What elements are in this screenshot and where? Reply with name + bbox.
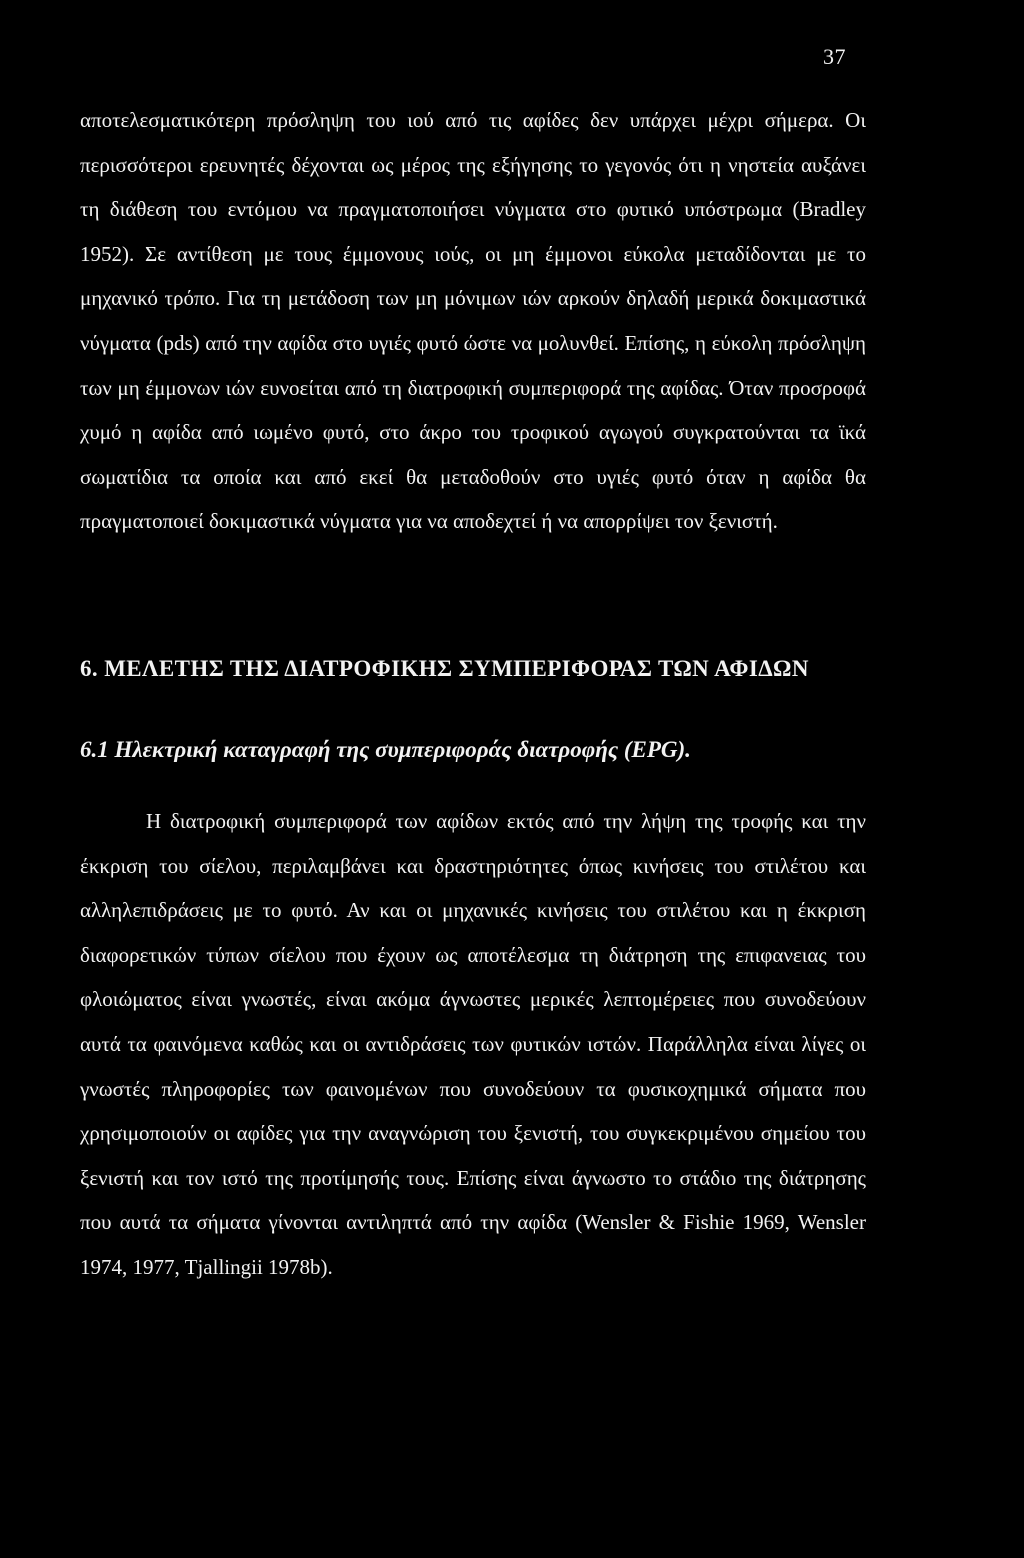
paragraph-1: αποτελεσματικότερη πρόσληψη του ιού από τις αφίδες δεν υπάρχει μέχρι σήμερα. Οι περισσότεροι ερευνητές δέχονται ως μέρος της εξήγησης το γεγονός ότι η νηστεία αυξάνει τη διάθεση του εντόμου να πραγματοποιήσει νύγματα στο φυτικό υπόστρωμα (Bradley 1952). Σε αντίθεση με τους έμμονους ιούς, οι μη έμμονοι εύκολα μεταδίδονται με το μηχανικό τρόπο. Για τη μετάδοση των μη μόνιμων ιών αρκούν δηλαδή μερικά δοκιμαστικά νύγματα (pds) από την αφίδα στο υγιές φυτό ώστε να μολυνθεί. Επίσης, η εύκολη πρόσληψη των μη έμμονων ιών ευνοείται από τη διατροφική συμπεριφορά της αφίδας. Όταν προσροφά χυμό η αφίδα από ιωμένο φυτό, στο άκρο του τροφικού αγωγού συγκρατούνται τα ϊκά σωματίδια τα οποία και από εκεί θα μεταδοθούν στο υγιές φυτό όταν η αφίδα θα πραγματοποιεί δοκιμαστικά νύγματα για να αποδεχτεί ή να απορρίψει τον ξενιστή. <box>80 108 866 534</box>
page-number: 37 <box>823 44 846 69</box>
paragraph-2: Η διατροφική συμπεριφορά των αφίδων εκτός από την λήψη της τροφής και την έκκριση του σίελου, περιλαμβάνει και δραστηριότητες όπως κινήσεις του στιλέτου και αλληλεπιδράσεις με το φυτό. Αν και οι μηχανικές κινήσεις του στιλέτου και η έκκριση διαφορετικών τύπων σίελου που έχουν ως αποτέλεσμα τη διάτρηση της επιφανειας του φλοιώματος είναι γνωστές, είναι ακόμα άγνωστες μερικές λεπτομέρειες που συνοδεύουν αυτά τα φαινόμενα καθώς και οι αντιδράσεις των φυτικών ιστών. Παράλληλα είναι λίγες οι γνωστές πληροφορίες των φαινομένων που συνοδεύουν τα φυσικοχημικά σήματα που χρησιμοποιούν οι αφίδες για την αναγνώριση του ξενιστή, του συγκεκριμένου σημείου του ξενιστή και τον ιστό της προτίμησής τους. Επίσης είναι άγνωστο το στάδιο της διάτρησης που αυτά τα σήματα γίνονται αντιληπτά από την αφίδα (Wensler & Fishie 1969, Wensler 1974, 1977, Tjallingii 1978b). <box>80 809 866 1279</box>
section-heading: 6. ΜΕΛΕΤΗΣ ΤΗΣ ΔΙΑΤΡΟΦΙΚΗΣ ΣΥΜΠΕΡΙΦΟΡΑΣ ΤΩΝ ΑΦΙΔΩΝ <box>80 656 809 681</box>
subsection-heading: 6.1 Ηλεκτρική καταγραφή της συμπεριφοράς διατροφής (EPG). <box>80 737 691 762</box>
